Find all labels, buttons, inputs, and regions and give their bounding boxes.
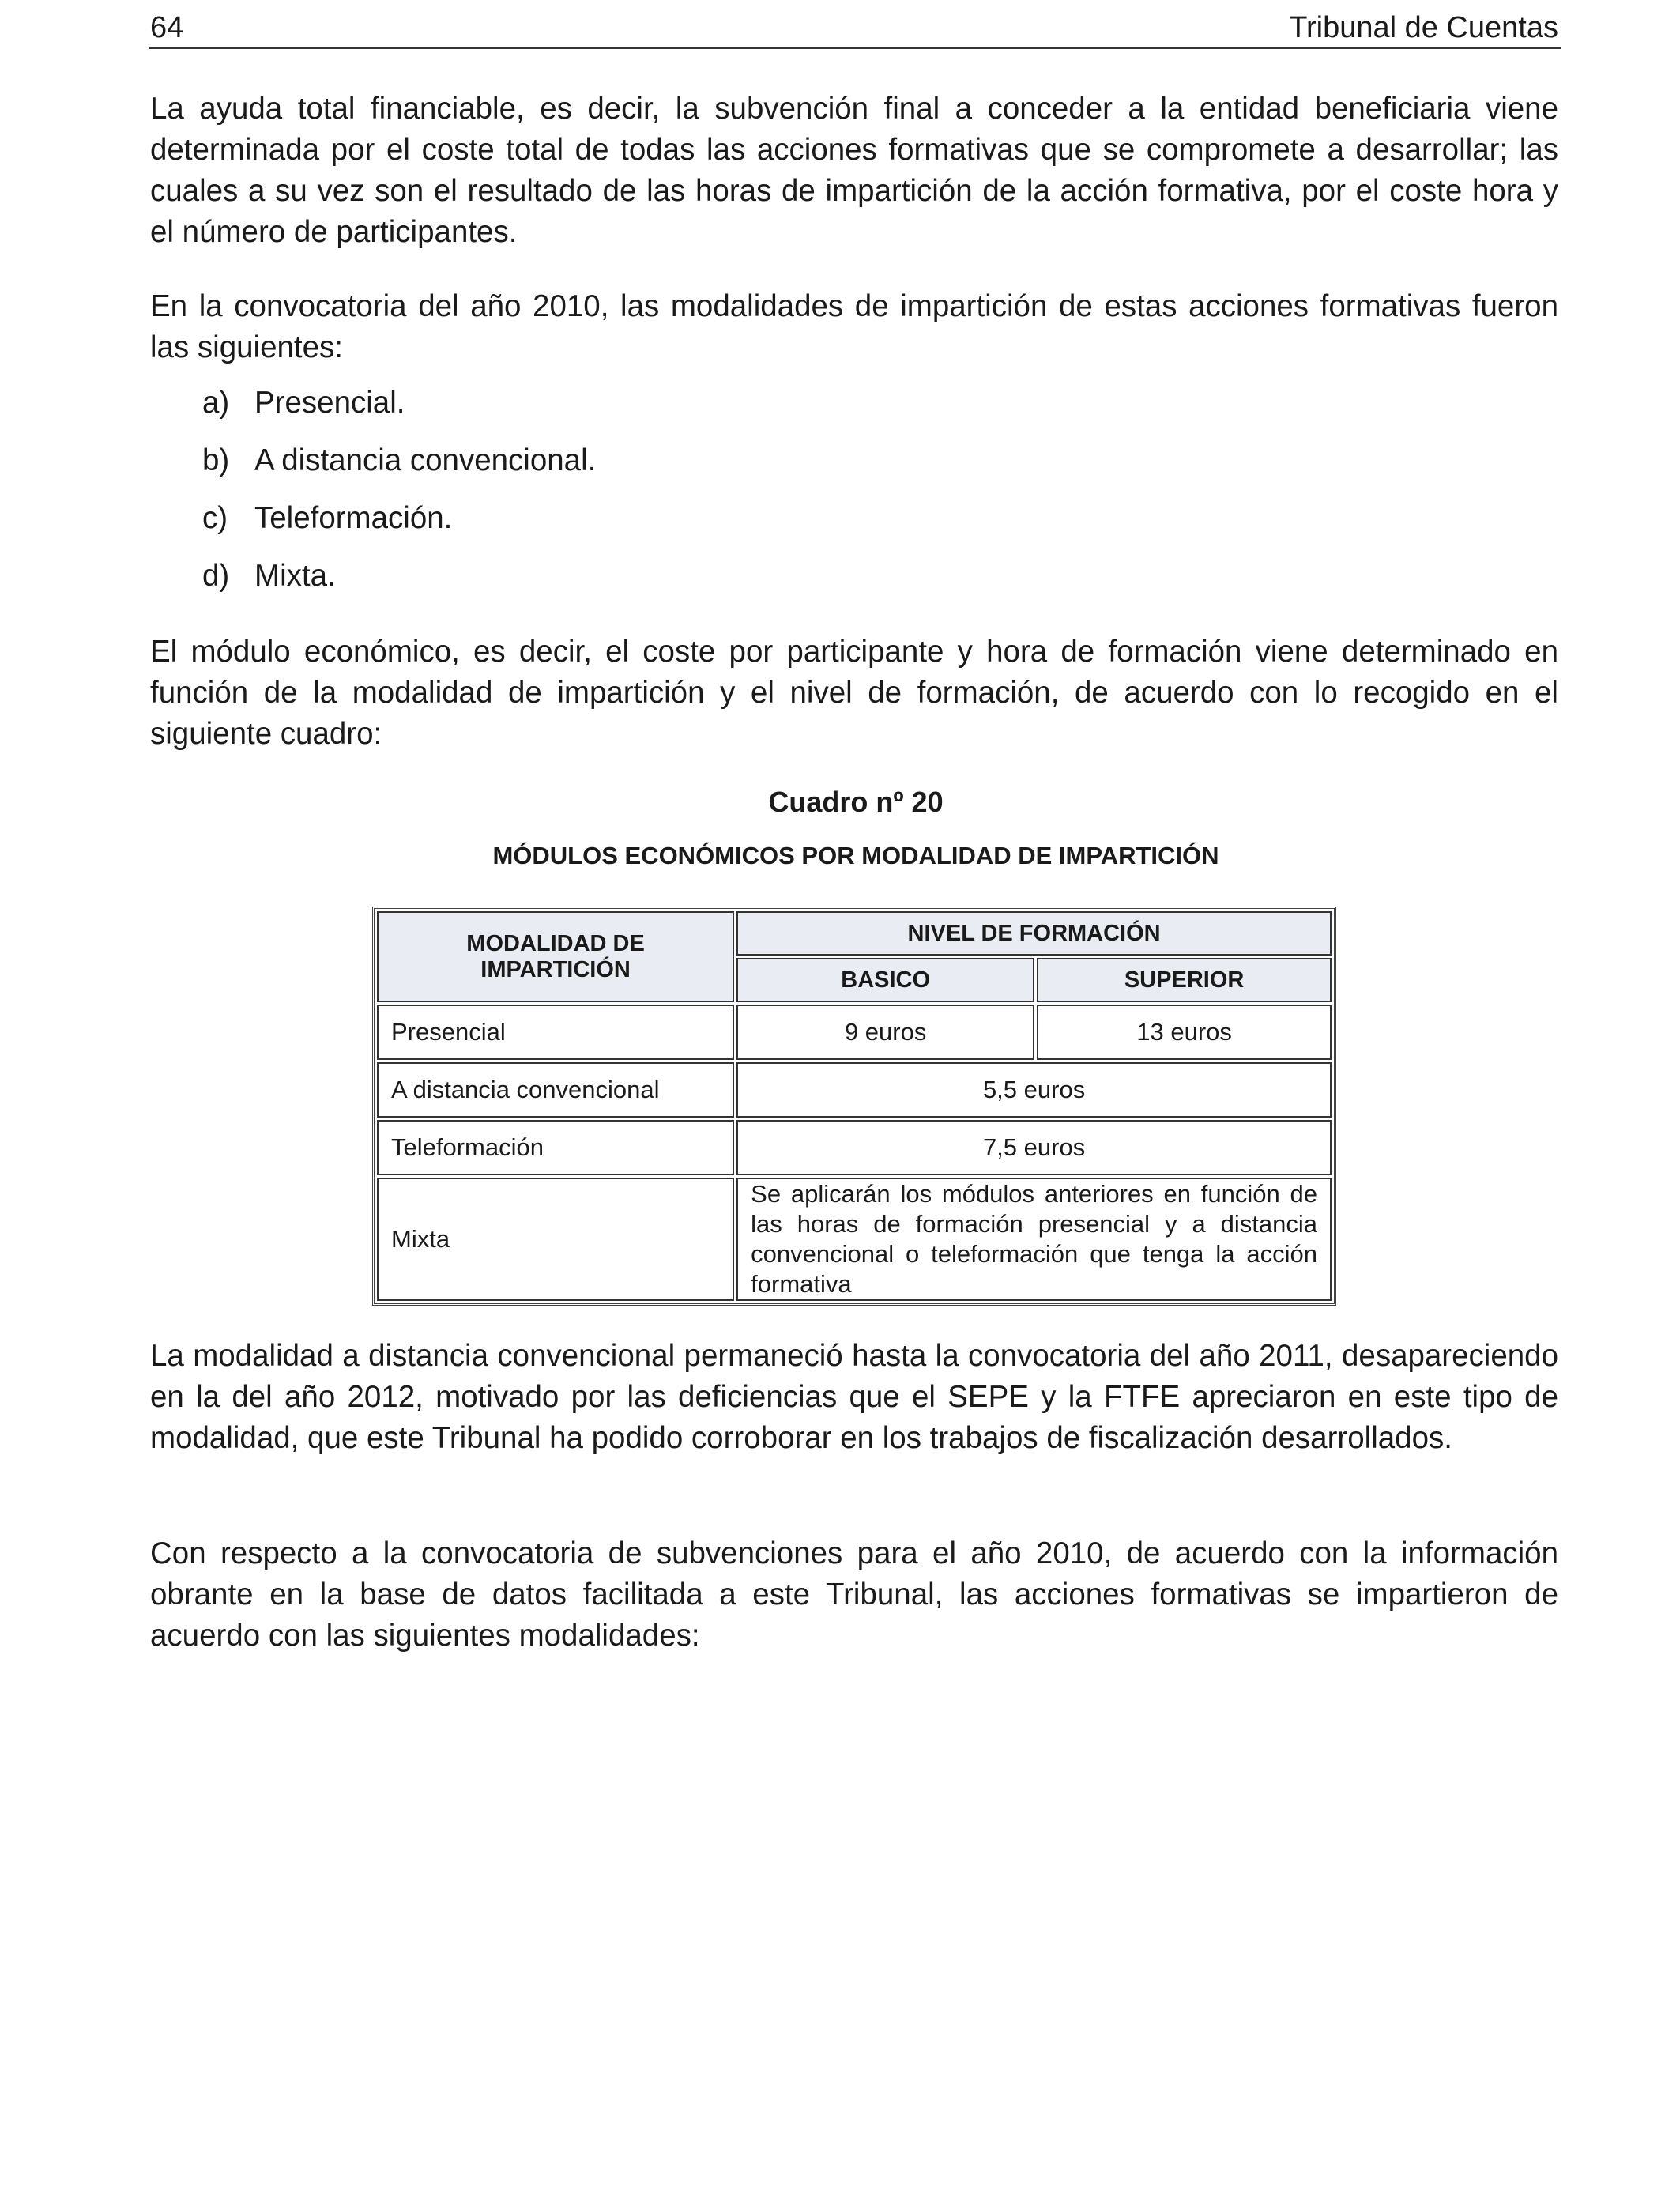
row-label: Mixta	[377, 1178, 734, 1301]
cell-value: Se aplicarán los módulos anteriores en función de las horas de formación presencial y a distancia convencional o teleformación que tenga la acción formativa	[736, 1178, 1332, 1301]
list-item	[202, 383, 596, 440]
page-number: 64	[150, 11, 184, 44]
table-row	[377, 1062, 1332, 1118]
table-caption-number: Cuadro nº 20	[768, 786, 944, 818]
paragraph-distancia-convencional: La modalidad a distancia convencional permaneció hasta la convocatoria del año 2011, desapareciendo en la del año 2012, motivado por las deficiencias que el SEPE y la FTFE apreciaron en este tipo de modalidad, que este Tribunal ha podido corroborar en los trabajos de fiscalización desarrollados.	[150, 1339, 1558, 1455]
row-label: A distancia convencional	[377, 1062, 734, 1118]
table-row	[377, 1178, 1332, 1301]
cell-value: 5,5 euros	[736, 1062, 1332, 1118]
table-caption-title: MÓDULOS ECONÓMICOS POR MODALIDAD DE IMPARTICIÓN	[492, 842, 1219, 869]
list-item	[202, 556, 596, 613]
cell-superior: 13 euros	[1037, 1005, 1332, 1060]
publisher-name: Tribunal de Cuentas	[1289, 11, 1558, 44]
header-nivel-formacion: NIVEL DE FORMACIÓN	[736, 911, 1332, 956]
list-marker: b)	[202, 443, 230, 477]
header-basico: BASICO	[736, 958, 1034, 1002]
header-superior: SUPERIOR	[1037, 958, 1332, 1002]
list-text: Presencial.	[254, 386, 405, 420]
list-text: Teleformación.	[254, 501, 453, 535]
header-modalidad: MODALIDAD DE IMPARTICIÓN	[377, 911, 734, 1002]
list-marker: d)	[202, 559, 230, 593]
table-row	[377, 1120, 1332, 1175]
cell-basico: 9 euros	[736, 1005, 1034, 1060]
cell-value: 7,5 euros	[736, 1120, 1332, 1175]
list-text: Mixta.	[254, 559, 336, 593]
row-label: Teleformación	[377, 1120, 734, 1175]
modalities-list	[202, 383, 596, 613]
page-header	[149, 6, 1561, 49]
row-label: Presencial	[377, 1005, 734, 1060]
list-item	[202, 498, 596, 556]
paragraph-convocatoria-2010: En la convocatoria del año 2010, las modalidades de impartición de estas acciones formativas fueron las siguientes:	[150, 289, 1558, 364]
list-marker: a)	[202, 386, 230, 420]
paragraph-modulo-economico: El módulo económico, es decir, el coste por participante y hora de formación viene determinado en función de la modalidad de impartición y el nivel de formación, de acuerdo con lo recogido en el siguiente cuadro:	[150, 635, 1558, 751]
table-row	[377, 1005, 1332, 1060]
list-text: A distancia convencional.	[254, 443, 597, 477]
list-marker: c)	[202, 501, 228, 535]
paragraph-convocatoria-subvenciones: Con respecto a la convocatoria de subvenciones para el año 2010, de acuerdo con la información obrante en la base de datos facilitada a este Tribunal, las acciones formativas se impartieron de acuerdo con las siguientes modalidades:	[150, 1536, 1558, 1653]
modulos-economicos-table	[372, 907, 1336, 1306]
paragraph-ayuda-total: La ayuda total financiable, es decir, la subvención final a conceder a la entidad beneficiaria viene determinada por el coste total de todas las acciones formativas que se compromete a desarrollar; las cuales a su vez son el resultado de las horas de impartición de la acción formativa, por el coste hora y el número de participantes.	[150, 92, 1558, 249]
table-header-row	[377, 911, 1332, 956]
list-item	[202, 440, 596, 498]
